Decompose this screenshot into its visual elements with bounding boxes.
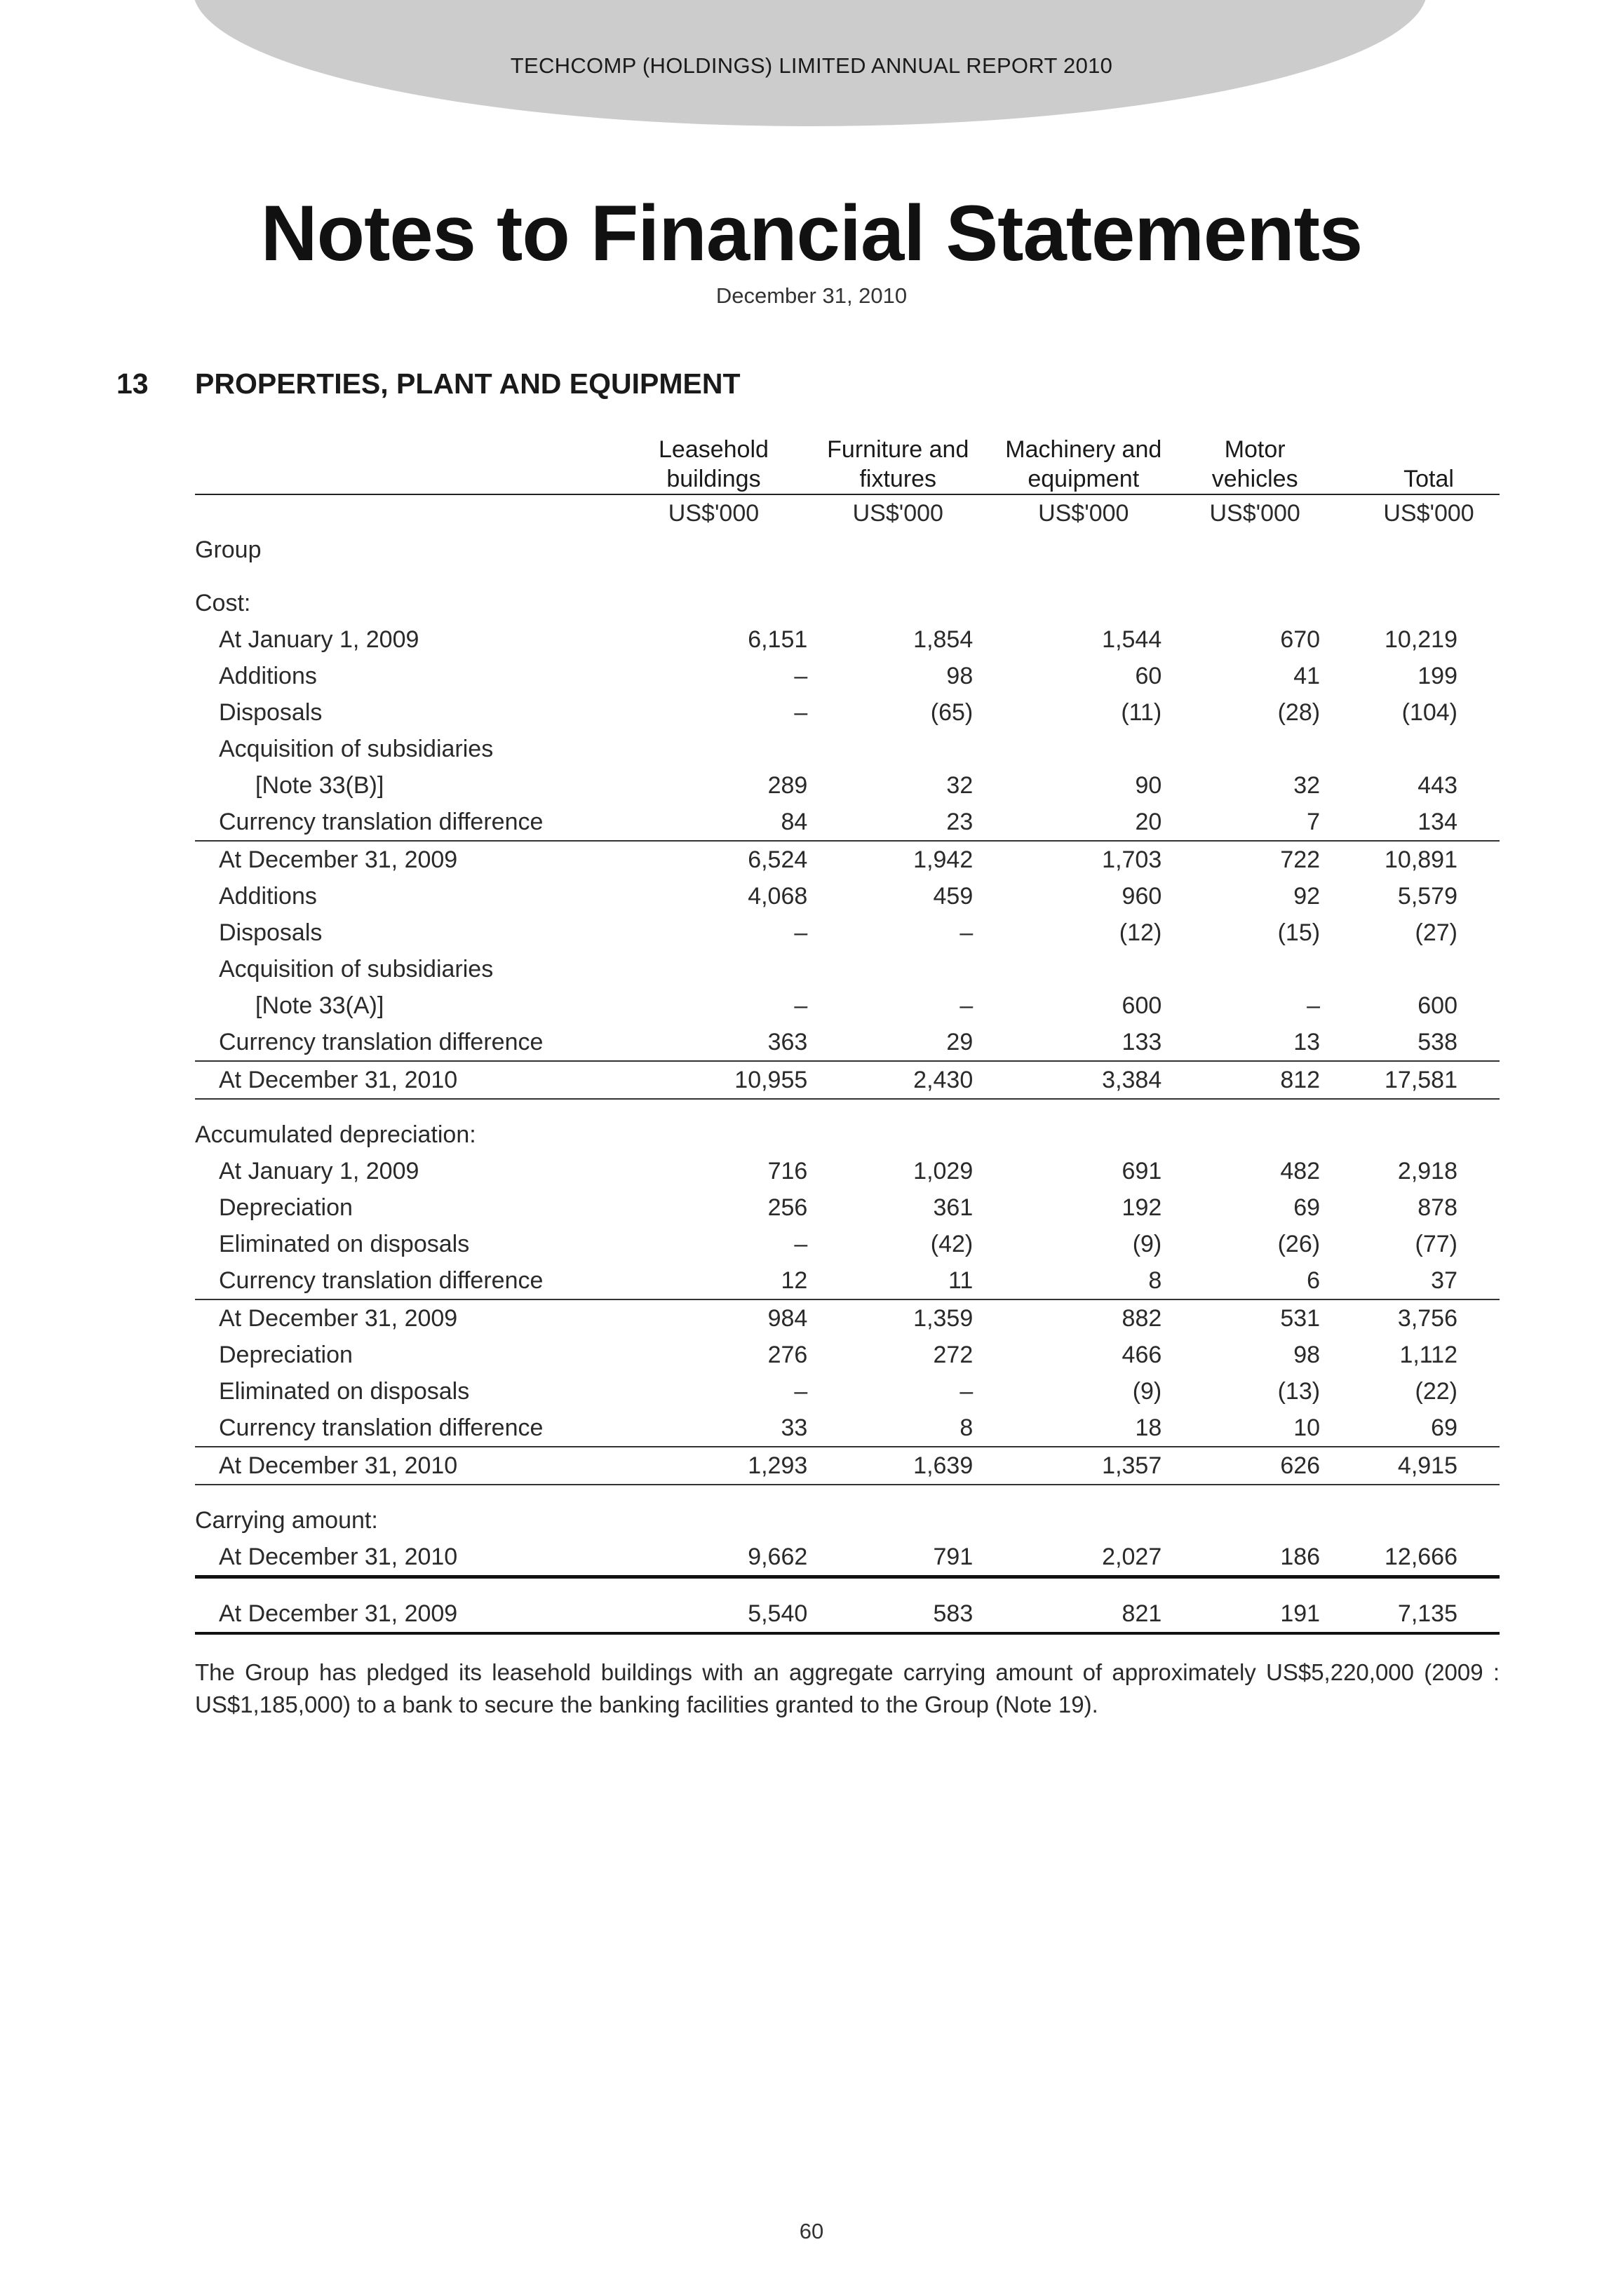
page-date: December 31, 2010 xyxy=(715,283,908,308)
table-cell: 670 xyxy=(1280,626,1321,653)
table-cell: 1,544 xyxy=(1102,626,1162,653)
row-label: Currency translation difference xyxy=(219,1414,544,1441)
table-cell: 60 xyxy=(1135,663,1162,689)
table-cell: 984 xyxy=(620,1299,823,1337)
table-cell: 18 xyxy=(1135,1414,1162,1441)
table-cell: 882 xyxy=(1005,1299,1190,1337)
table-cell: 32 xyxy=(1293,772,1321,799)
table-cell: 90 xyxy=(1135,772,1162,799)
table-row xyxy=(195,878,1500,914)
row-label: Currency translation difference xyxy=(219,1267,544,1294)
table-cell: 4,068 xyxy=(748,883,808,910)
col-header-furniture xyxy=(823,435,1005,494)
table-cell: 92 xyxy=(1293,883,1321,910)
table-row xyxy=(195,1024,1500,1061)
section-label: Group xyxy=(195,536,262,563)
spacer-row xyxy=(195,568,1500,585)
table-cell: (104) xyxy=(1401,699,1457,726)
table-cell: 821 xyxy=(1005,1595,1190,1633)
table-row xyxy=(195,1410,1500,1447)
table-cell: (27) xyxy=(1415,919,1457,946)
table-cell: 791 xyxy=(823,1539,1005,1577)
row-label: At December 31, 2010 xyxy=(195,1447,620,1485)
table-cell: 716 xyxy=(767,1158,808,1184)
table-cell: 17,581 xyxy=(1358,1061,1500,1099)
table-cell: 5,579 xyxy=(1397,883,1457,910)
table-cell: 20 xyxy=(1135,809,1162,835)
table-cell: 10,219 xyxy=(1385,626,1457,653)
table-cell: 276 xyxy=(767,1342,808,1368)
table-cell: 600 xyxy=(1122,992,1162,1019)
table-cell: (9) xyxy=(1132,1378,1162,1405)
table-row xyxy=(195,841,1500,878)
table-cell: 361 xyxy=(933,1194,974,1221)
table-cell: 3,384 xyxy=(1005,1061,1190,1099)
row-label-line2: [Note 33(B)] xyxy=(255,772,384,799)
row-label: Depreciation xyxy=(219,1194,353,1221)
unit-cell: US$'000 xyxy=(852,500,943,527)
table-cell: 1,359 xyxy=(823,1299,1005,1337)
table-row xyxy=(195,1299,1500,1337)
table-cell: 23 xyxy=(946,809,974,835)
col-header-line1: Machinery and xyxy=(1005,436,1162,463)
row-label xyxy=(195,731,620,804)
table-cell: 37 xyxy=(1431,1267,1457,1294)
table-row xyxy=(195,1061,1500,1099)
table-cell: 98 xyxy=(946,663,974,689)
table-cell: 583 xyxy=(823,1595,1005,1633)
row-label: At January 1, 2009 xyxy=(219,1158,419,1184)
table-cell: (77) xyxy=(1415,1231,1457,1257)
table-cell: 363 xyxy=(767,1029,808,1055)
table-row xyxy=(195,1595,1500,1633)
table-cell: 2,430 xyxy=(823,1061,1005,1099)
section-label: Cost: xyxy=(195,590,251,616)
table-cell: 10 xyxy=(1293,1414,1321,1441)
table-cell: 1,854 xyxy=(913,626,974,653)
footnote: The Group has pledged its leasehold buildings with an aggregate carrying amount of approximately US$5,220,000 (2009 : US$1,185,000) to a bank to secure the banking facilities granted to the Group (Note 19). xyxy=(195,1659,1500,1717)
row-label: Currency translation difference xyxy=(219,1029,544,1055)
column-header-row xyxy=(195,435,1500,494)
spacer-row xyxy=(195,1485,1500,1502)
table-cell: (13) xyxy=(1277,1378,1321,1405)
table-row xyxy=(195,1189,1500,1226)
table-row xyxy=(195,621,1500,658)
table-cell: 1,703 xyxy=(1005,841,1190,878)
row-label-line1: Acquisition of subsidiaries xyxy=(219,736,494,762)
row-label-line2: [Note 33(A)] xyxy=(255,992,384,1019)
table-row xyxy=(195,694,1500,731)
table-cell: 1,112 xyxy=(1399,1342,1457,1368)
table-cell: 84 xyxy=(781,809,808,835)
table-cell: (15) xyxy=(1277,919,1321,946)
table-cell: 29 xyxy=(946,1029,974,1055)
table-cell: 192 xyxy=(1122,1194,1162,1221)
unit-cell: US$'000 xyxy=(1383,500,1474,527)
table-cell: 6 xyxy=(1307,1267,1321,1294)
table-cell: 6,524 xyxy=(620,841,823,878)
table-cell: – xyxy=(794,919,808,946)
row-label: Depreciation xyxy=(219,1342,353,1368)
table-cell: – xyxy=(794,1231,808,1257)
spacer-row xyxy=(195,1577,1500,1596)
section-label-row xyxy=(195,532,1500,568)
table-cell: 722 xyxy=(1190,841,1358,878)
table-row xyxy=(195,1226,1500,1262)
row-label: At December 31, 2010 xyxy=(195,1061,620,1099)
table-cell: 531 xyxy=(1190,1299,1358,1337)
table-cell: 191 xyxy=(1190,1595,1358,1633)
table-row xyxy=(195,914,1500,951)
table-cell: 9,662 xyxy=(620,1539,823,1577)
table-row xyxy=(195,804,1500,841)
spacer-cell xyxy=(195,1099,1500,1116)
table-cell: 482 xyxy=(1280,1158,1321,1184)
col-header-line2: Total xyxy=(1403,466,1454,492)
table-cell: 8 xyxy=(1148,1267,1162,1294)
table-cell: – xyxy=(1307,992,1321,1019)
table-cell: 10,955 xyxy=(620,1061,823,1099)
table-cell: 960 xyxy=(1122,883,1162,910)
section-label: Accumulated depreciation: xyxy=(195,1121,476,1148)
spacer-cell xyxy=(195,1485,1500,1502)
table-cell: 98 xyxy=(1293,1342,1321,1368)
table-cell: 4,915 xyxy=(1358,1447,1500,1485)
row-label: Disposals xyxy=(219,699,323,726)
table-cell: (11) xyxy=(1121,699,1162,726)
header-blank xyxy=(195,435,620,494)
spacer-cell xyxy=(195,1577,1500,1596)
table-cell: 12,666 xyxy=(1358,1539,1500,1577)
row-label: Additions xyxy=(219,883,317,910)
spacer-row xyxy=(195,1099,1500,1116)
table-cell: 10,891 xyxy=(1358,841,1500,878)
table-cell: 3,756 xyxy=(1358,1299,1500,1337)
unit-cell: US$'000 xyxy=(1209,500,1300,527)
table-cell: 600 xyxy=(1417,992,1457,1019)
table-cell: 5,540 xyxy=(620,1595,823,1633)
table-cell: 1,357 xyxy=(1005,1447,1190,1485)
table-cell: 8 xyxy=(959,1414,974,1441)
section-title: PROPERTIES, PLANT AND EQUIPMENT xyxy=(195,367,741,400)
table-cell: (42) xyxy=(930,1231,974,1257)
table-cell: 878 xyxy=(1417,1194,1457,1221)
table-row xyxy=(195,1539,1500,1577)
section-label-row xyxy=(195,585,1500,621)
table-cell: 13 xyxy=(1293,1029,1321,1055)
col-header-line1: Leasehold xyxy=(659,436,769,463)
table-cell: 32 xyxy=(946,772,974,799)
row-label-line1: Acquisition of subsidiaries xyxy=(219,956,494,982)
table-cell: – xyxy=(959,992,974,1019)
table-cell: 443 xyxy=(1417,772,1457,799)
table-row xyxy=(195,658,1500,694)
col-header-line2: buildings xyxy=(666,466,761,492)
table-row xyxy=(195,1262,1500,1299)
table-cell: 7 xyxy=(1307,809,1321,835)
table-cell: 289 xyxy=(767,772,808,799)
row-label xyxy=(195,951,620,1024)
table-cell: (26) xyxy=(1277,1231,1321,1257)
table-cell: (28) xyxy=(1277,699,1321,726)
table-cell: (65) xyxy=(930,699,974,726)
row-label: Eliminated on disposals xyxy=(219,1231,470,1257)
col-header-machinery xyxy=(1005,435,1190,494)
table-cell: 186 xyxy=(1190,1539,1358,1577)
row-label: Disposals xyxy=(219,919,323,946)
table-cell: 134 xyxy=(1417,809,1457,835)
col-header-leasehold xyxy=(620,435,823,494)
table-cell: 272 xyxy=(933,1342,974,1368)
table-cell: 6,151 xyxy=(748,626,808,653)
col-header-line2: fixtures xyxy=(859,466,937,492)
spacer-cell xyxy=(195,568,1500,585)
table-row xyxy=(195,731,1500,804)
table-cell: 1,639 xyxy=(823,1447,1005,1485)
unit-blank xyxy=(195,494,620,532)
page-number: 60 xyxy=(799,2219,824,2243)
table-cell: 812 xyxy=(1190,1061,1358,1099)
col-header-line1: Motor xyxy=(1224,436,1286,463)
col-header-line2: vehicles xyxy=(1211,466,1298,492)
table-cell: 466 xyxy=(1122,1342,1162,1368)
row-label: At January 1, 2009 xyxy=(219,626,419,653)
table-cell: 69 xyxy=(1431,1414,1457,1441)
col-header-total xyxy=(1358,435,1500,494)
row-label: Additions xyxy=(219,663,317,689)
section-label-row xyxy=(195,1502,1500,1539)
table-row xyxy=(195,1153,1500,1189)
row-label: Currency translation difference xyxy=(219,809,544,835)
row-label: At December 31, 2009 xyxy=(195,841,620,878)
table-cell: 1,293 xyxy=(620,1447,823,1485)
table-row xyxy=(195,951,1500,1024)
table-cell: 33 xyxy=(781,1414,808,1441)
col-header-line1: Furniture and xyxy=(827,436,969,463)
section-label: Carrying amount: xyxy=(195,1507,378,1534)
section-label-row xyxy=(195,1116,1500,1153)
table-cell: 7,135 xyxy=(1358,1595,1500,1633)
col-header-motor xyxy=(1190,435,1358,494)
table-cell: 459 xyxy=(933,883,974,910)
table-cell: 538 xyxy=(1417,1029,1457,1055)
row-label: At December 31, 2009 xyxy=(195,1299,620,1337)
table-cell: – xyxy=(794,663,808,689)
table-cell: 1,942 xyxy=(823,841,1005,878)
unit-cell: US$'000 xyxy=(668,500,760,527)
table-row xyxy=(195,1447,1500,1485)
table-cell: (12) xyxy=(1119,919,1162,946)
row-label: Eliminated on disposals xyxy=(219,1378,470,1405)
table-cell: 691 xyxy=(1122,1158,1162,1184)
report-title: TECHCOMP (HOLDINGS) LIMITED ANNUAL REPORT 2010 xyxy=(510,53,1113,78)
unit-cell: US$'000 xyxy=(1038,500,1129,527)
table-cell: – xyxy=(794,1378,808,1405)
table-row xyxy=(195,1337,1500,1373)
unit-row xyxy=(195,494,1500,532)
table-cell: 2,918 xyxy=(1397,1158,1457,1184)
table-cell: (22) xyxy=(1415,1378,1457,1405)
table-cell: 41 xyxy=(1293,663,1321,689)
table-cell: 2,027 xyxy=(1005,1539,1190,1577)
row-label: At December 31, 2010 xyxy=(195,1539,620,1577)
table-cell: (9) xyxy=(1132,1231,1162,1257)
table-cell: – xyxy=(794,699,808,726)
table-cell: 133 xyxy=(1122,1029,1162,1055)
table-cell: 256 xyxy=(767,1194,808,1221)
table-cell: – xyxy=(959,919,974,946)
ppe-table xyxy=(195,435,1500,1635)
section-number: 13 xyxy=(116,367,149,400)
table-cell: – xyxy=(959,1378,974,1405)
table-cell: 69 xyxy=(1293,1194,1321,1221)
page-title: Notes to Financial Statements xyxy=(260,189,1363,277)
table-cell: 12 xyxy=(781,1267,808,1294)
table-cell: 11 xyxy=(948,1267,974,1294)
table-row xyxy=(195,1373,1500,1410)
row-label: At December 31, 2009 xyxy=(195,1595,620,1633)
table-cell: 626 xyxy=(1190,1447,1358,1485)
col-header-line2: equipment xyxy=(1028,466,1140,492)
table-cell: 1,029 xyxy=(913,1158,974,1184)
table-cell: – xyxy=(794,992,808,1019)
table-cell: 199 xyxy=(1417,663,1457,689)
